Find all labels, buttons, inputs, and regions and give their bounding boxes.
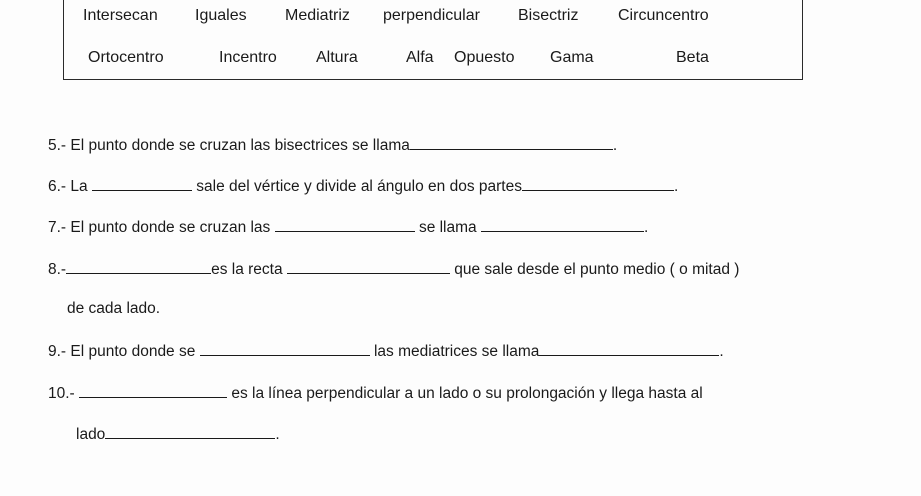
answer-blank[interactable]: [79, 383, 227, 398]
exercise-text: 8.-: [48, 261, 67, 278]
answer-blank[interactable]: [522, 176, 674, 191]
exercise-text: 9.- El punto donde se: [48, 343, 196, 360]
exercise-10-continuation: [76, 424, 280, 444]
exercise-5: [48, 135, 617, 155]
punctuation: .: [719, 343, 724, 360]
answer-blank[interactable]: [287, 259, 450, 274]
punctuation: .: [275, 426, 280, 443]
punctuation: .: [612, 137, 618, 154]
word-bank-item: Alfa: [406, 49, 434, 66]
word-bank-box: [63, 0, 803, 80]
word-bank-item: Beta: [676, 49, 709, 66]
punctuation: .: [643, 219, 649, 236]
exercise-text: 10.-: [48, 385, 75, 402]
word-bank-item: Mediatriz: [285, 7, 350, 24]
punctuation: .: [673, 178, 679, 195]
answer-blank[interactable]: [105, 424, 275, 439]
word-bank-item: Altura: [316, 49, 358, 66]
answer-blank[interactable]: [481, 217, 644, 232]
word-bank-item: Bisectriz: [518, 7, 579, 24]
exercise-9: [48, 341, 724, 361]
exercise-text: es la recta: [211, 261, 283, 278]
word-bank-item: Ortocentro: [88, 49, 164, 66]
exercise-text: se llama: [418, 219, 477, 236]
word-bank-item: Incentro: [219, 49, 277, 66]
exercise-text: 6.- La: [48, 178, 88, 195]
answer-blank[interactable]: [200, 341, 370, 356]
word-bank-item: Circuncentro: [618, 7, 709, 24]
exercise-8-continuation: [67, 300, 160, 318]
answer-blank[interactable]: [92, 176, 192, 191]
answer-blank[interactable]: [66, 259, 211, 274]
exercise-text: 5.- El punto donde se cruzan las bisectrices se llama: [48, 137, 410, 154]
exercise-8: [48, 259, 739, 279]
exercise-text: lado: [76, 426, 106, 443]
answer-blank[interactable]: [410, 135, 613, 150]
exercise-6: [48, 176, 678, 196]
word-bank-item: Intersecan: [83, 7, 158, 24]
word-bank-item: Iguales: [195, 7, 247, 24]
answer-blank[interactable]: [275, 217, 415, 232]
exercise-text: es la línea perpendicular a un lado o su prolongación y llega hasta al: [231, 385, 703, 402]
word-bank-item: perpendicular: [383, 7, 480, 24]
exercise-7: [48, 217, 648, 237]
exercise-text: de cada lado.: [67, 300, 161, 317]
exercise-text: sale del vértice y divide al ángulo en dos partes: [196, 178, 522, 195]
word-bank-item: Gama: [550, 49, 594, 66]
answer-blank[interactable]: [539, 341, 719, 356]
exercise-text: las mediatrices se llama: [373, 343, 540, 360]
exercise-text: 7.- El punto donde se cruzan las: [48, 219, 271, 236]
word-bank-item: Opuesto: [454, 49, 515, 66]
exercise-10: [48, 383, 703, 403]
exercise-text: que sale desde el punto medio ( o mitad ): [454, 261, 740, 278]
